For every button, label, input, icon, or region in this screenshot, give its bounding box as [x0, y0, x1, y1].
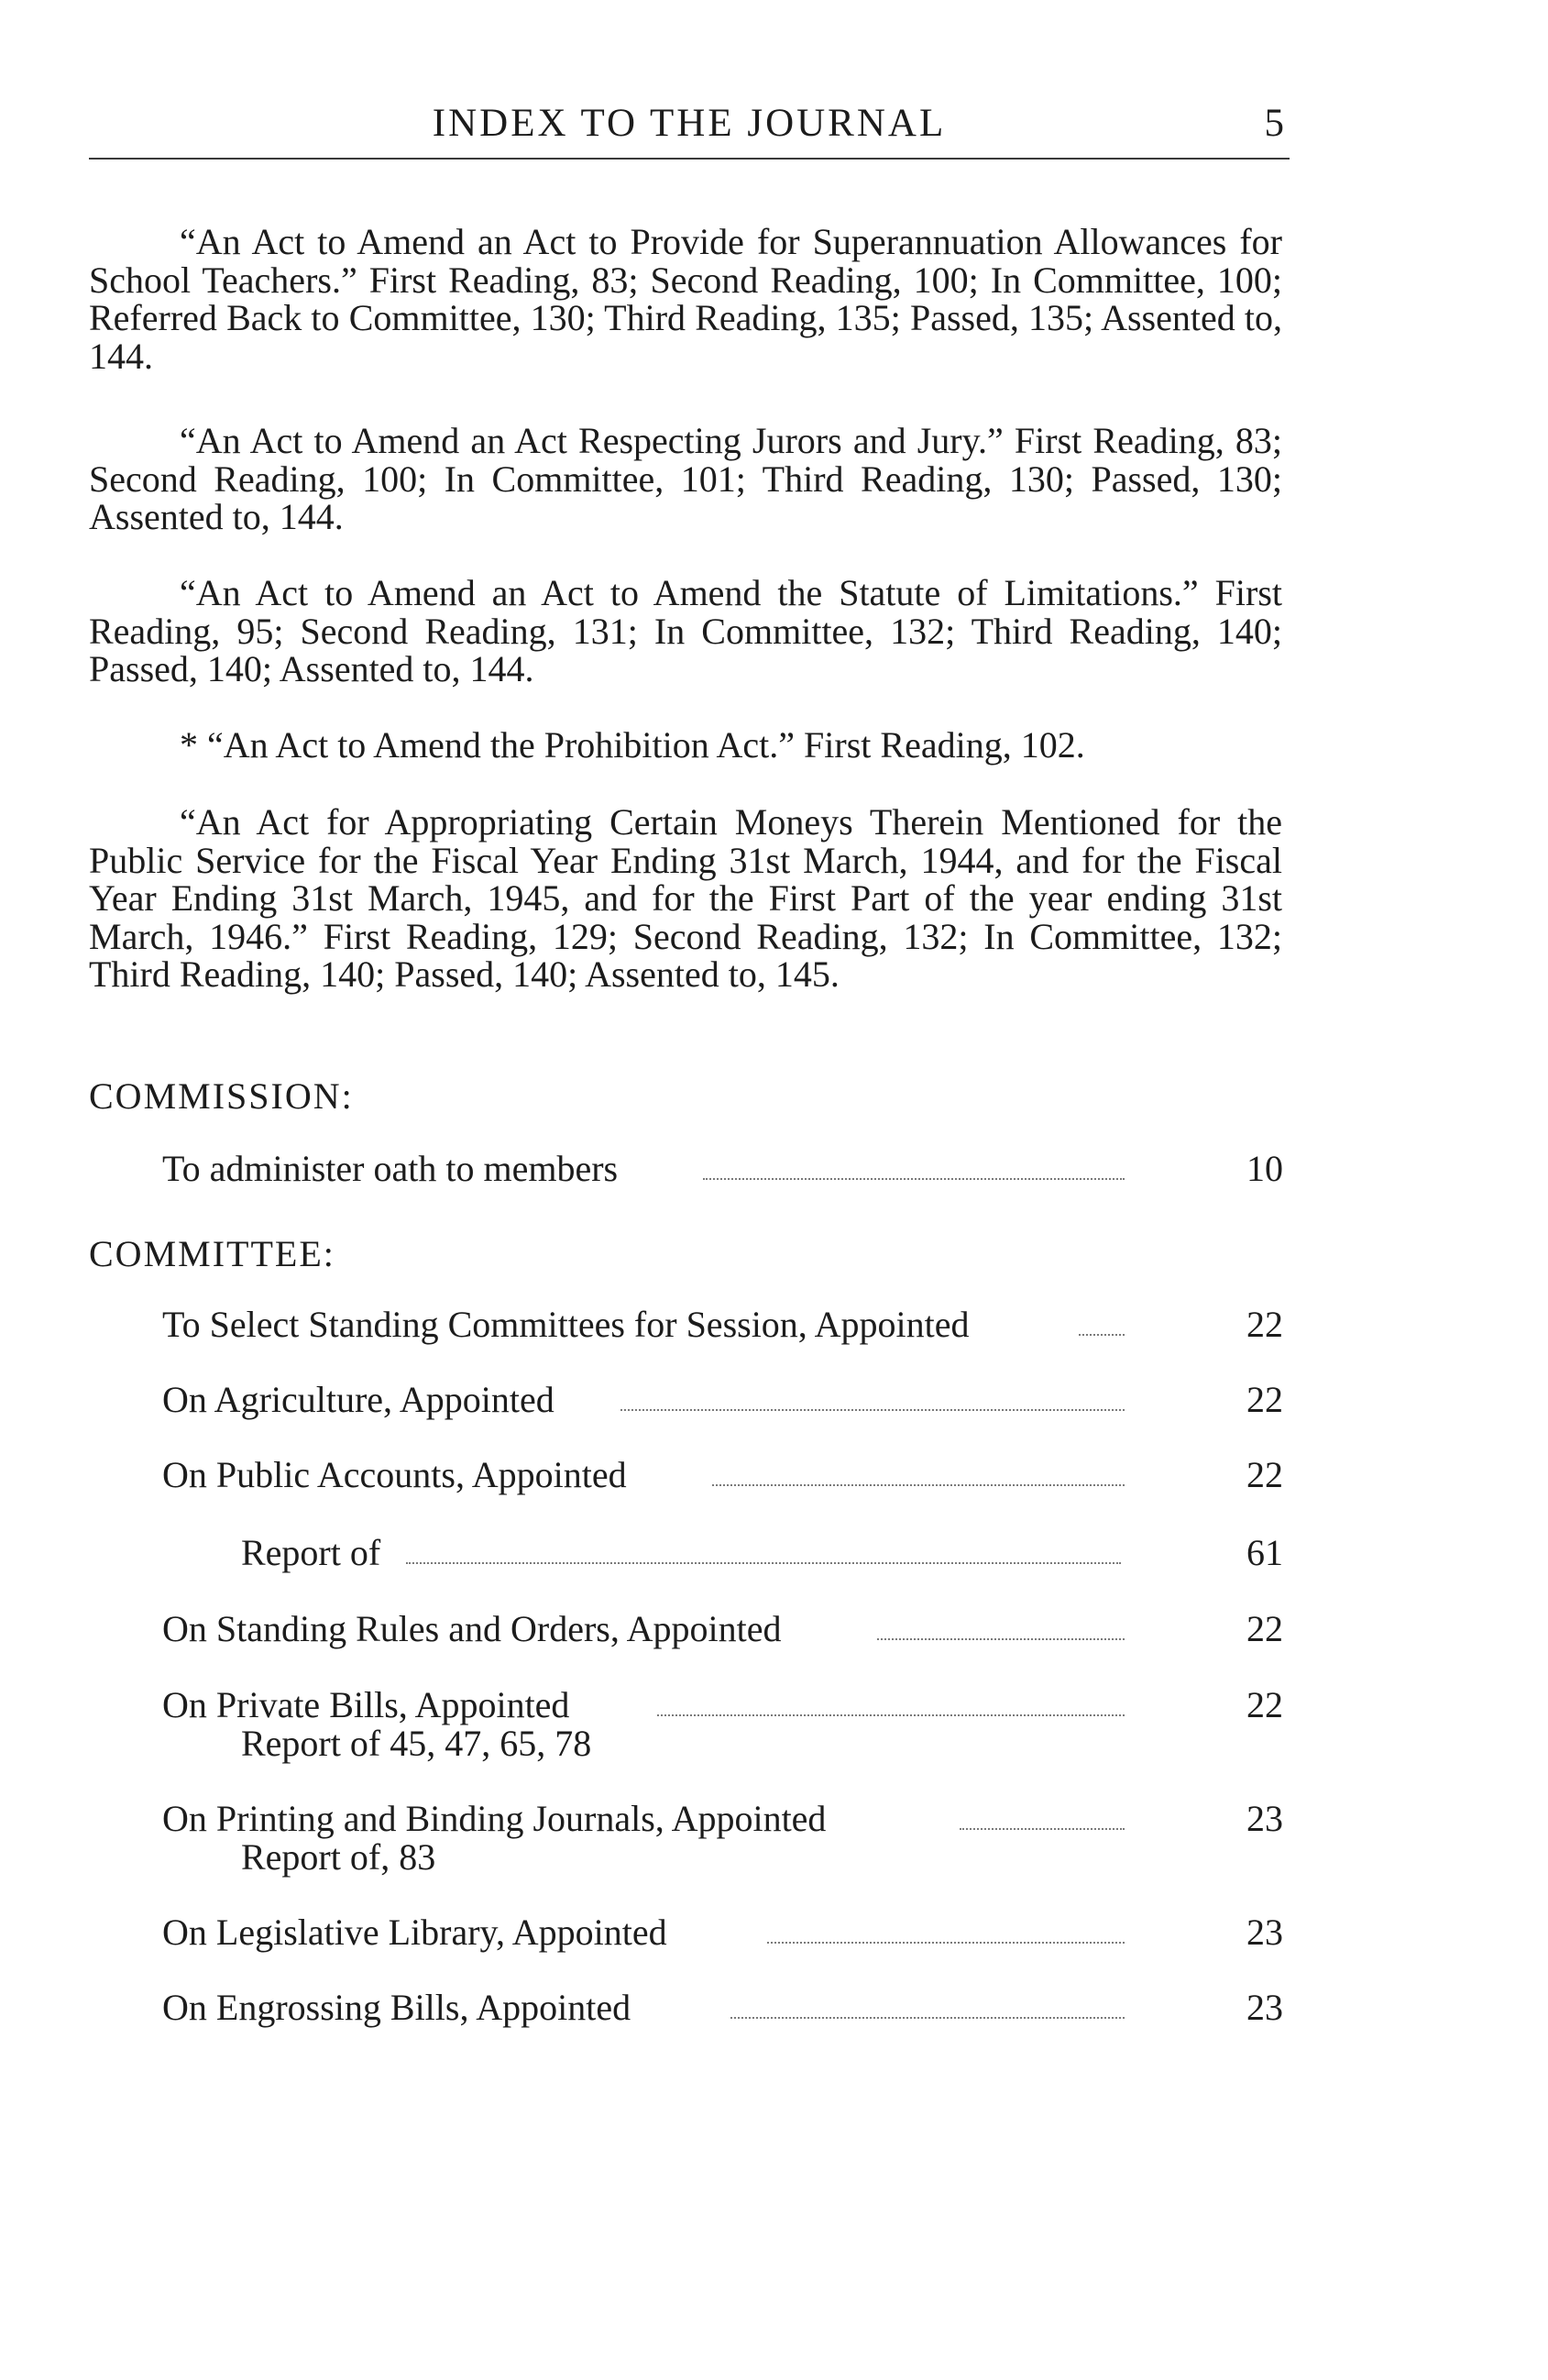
index-line-page: 10 [1246, 1148, 1283, 1189]
index-line-label: On Printing and Binding Journals, Appointed [162, 1798, 827, 1839]
index-line-page: 22 [1246, 1608, 1283, 1649]
index-line-label: On Engrossing Bills, Appointed [162, 1987, 631, 2028]
index-line [162, 1455, 1283, 1495]
act-entry-jurors: “An Act to Amend an Act Respecting Jurors and Jury.” First Reading, 83; Second Reading, 100; In Committee, 101; Third Reading, 130; Passed, 130; Assented to, 144. [89, 420, 1282, 537]
act-entry-statute-limitations: “An Act to Amend an Act to Amend the Statute of Limitations.” First Reading, 95; Second Reading, 131; In Committee, 132; Third Reading, 140; Passed, 140; Assented to, 144. [89, 572, 1282, 689]
index-line-page: 23 [1246, 1987, 1283, 2028]
index-line [162, 1799, 1283, 1839]
dot-leader [657, 1714, 1125, 1716]
page-number: 5 [1264, 102, 1284, 145]
index-line [162, 1305, 1283, 1345]
index-line-page: 23 [1246, 1912, 1283, 1953]
index-line-page: 22 [1246, 1454, 1283, 1495]
act-entry-appropriation: “An Act for Appropriating Certain Moneys Therein Mentioned for the Public Service for the Fiscal Year Ending 31st March, 1944, and for the Fiscal Year Ending 31st March, 1945, and for the First Part of the year ending 31st March, 1946.” First Reading, 129; Second Reading, 132; In Committee, 132; Third Reading, 140; Passed, 140; Assented to, 145. [89, 801, 1282, 995]
index-line [162, 1609, 1283, 1649]
index-line-label: On Public Accounts, Appointed [162, 1454, 627, 1495]
index-line-page: 22 [1246, 1304, 1283, 1345]
index-line-page: 22 [1246, 1379, 1283, 1420]
index-line [162, 1988, 1283, 2028]
index-line-label: On Standing Rules and Orders, Appointed [162, 1608, 782, 1649]
index-line-label: On Legislative Library, Appointed [162, 1912, 667, 1953]
dot-leader [1079, 1334, 1125, 1336]
dot-leader [620, 1409, 1125, 1411]
dot-leader [877, 1638, 1125, 1640]
dot-leader [712, 1484, 1125, 1486]
index-line-page: 23 [1246, 1798, 1283, 1839]
index-line-page: 22 [1246, 1684, 1283, 1725]
index-line-page: 61 [1246, 1532, 1283, 1573]
dot-leader [406, 1562, 1121, 1564]
commission-heading: COMMISSION: [89, 1075, 354, 1117]
index-line [241, 1533, 1283, 1573]
index-line [162, 1912, 1283, 1953]
index-line-label: On Agriculture, Appointed [162, 1379, 554, 1420]
index-line [162, 1380, 1283, 1420]
act-entry-superannuation: “An Act to Amend an Act to Provide for Superannuation Allowances for School Teachers.” First Reading, 83; Second Reading, 100; In Committee, 100; Referred Back to Committee, 130; Third Reading, 135; Passed, 135; Assented to, 144. [89, 221, 1282, 377]
index-line [162, 1685, 1283, 1725]
running-title: INDEX TO THE JOURNAL [432, 102, 947, 145]
dot-leader [703, 1178, 1125, 1180]
index-line-label: To administer oath to members [162, 1148, 619, 1189]
index-line-label: Report of [241, 1532, 381, 1573]
index-subline: Report of 45, 47, 65, 78 [241, 1723, 592, 1764]
dot-leader [767, 1942, 1125, 1944]
header-rule [89, 158, 1290, 160]
dot-leader [960, 1828, 1125, 1830]
index-line [162, 1149, 1283, 1189]
page-header [89, 92, 1290, 160]
dot-leader [730, 2017, 1125, 2019]
index-line-label: On Private Bills, Appointed [162, 1684, 570, 1725]
index-line-label: To Select Standing Committees for Session, Appointed [162, 1304, 970, 1345]
index-subline: Report of, 83 [241, 1836, 436, 1878]
act-entry-prohibition: * “An Act to Amend the Prohibition Act.” First Reading, 102. [180, 724, 1085, 766]
committee-heading: COMMITTEE: [89, 1233, 335, 1274]
